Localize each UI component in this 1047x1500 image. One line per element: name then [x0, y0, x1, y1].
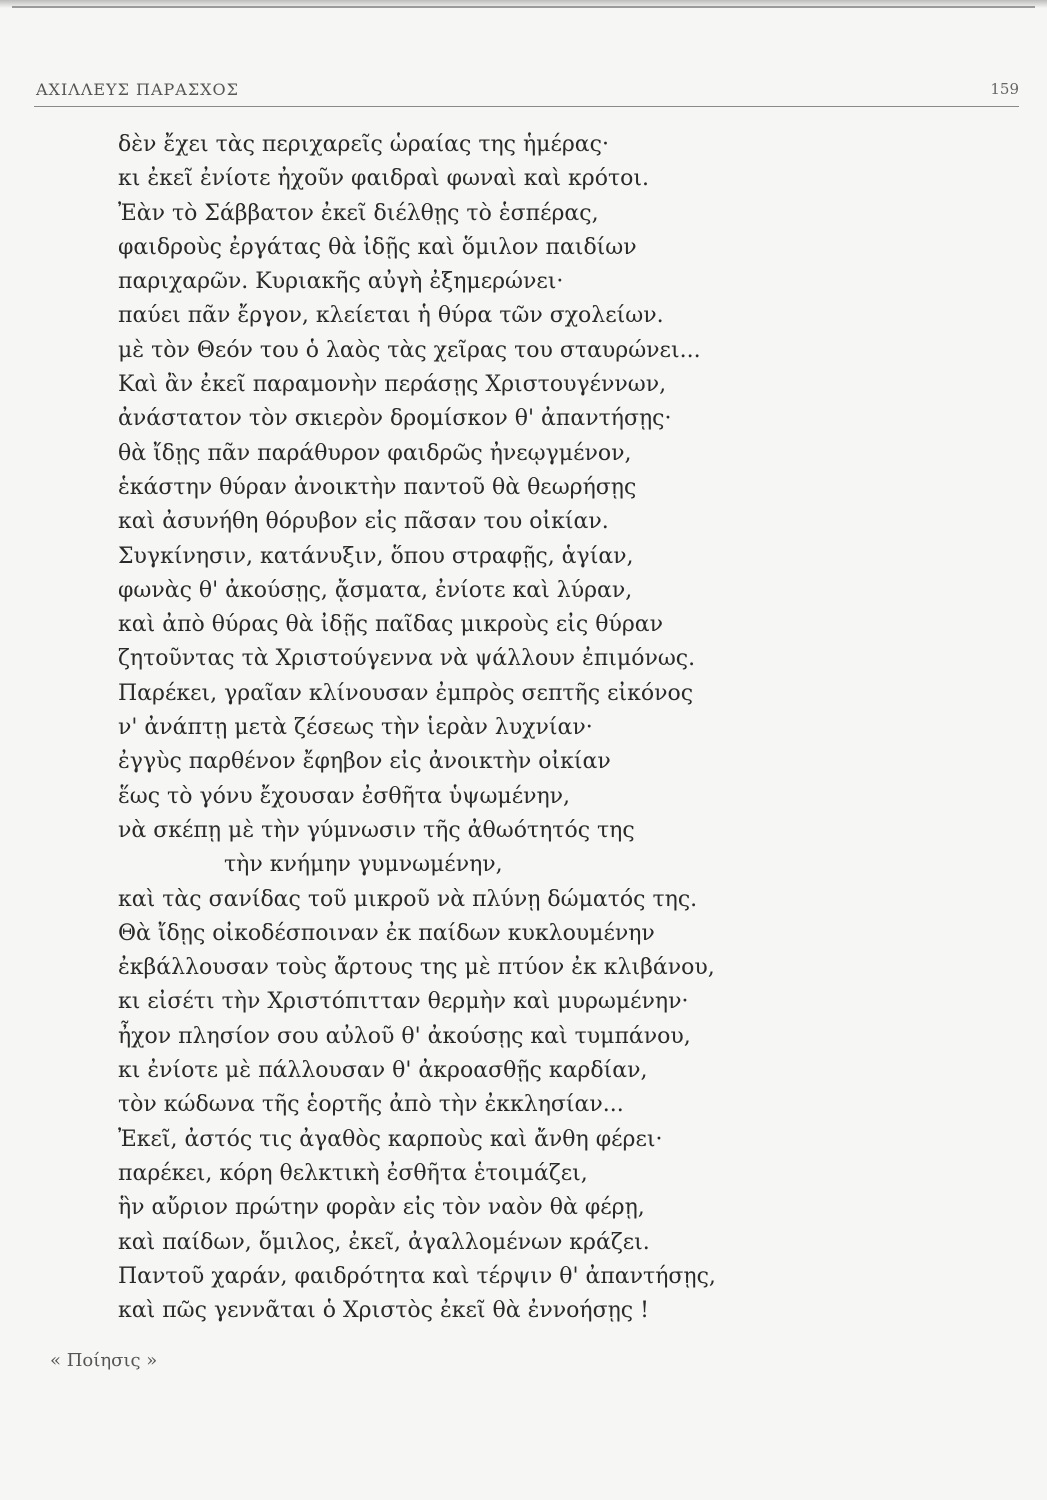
poem-line: Παντοῦ χαράν, φαιδρότητα καὶ τέρψιν θ' ἀπαντήσῃς,	[118, 1263, 716, 1289]
poem-line: καὶ παίδων, ὅμιλος, ἐκεῖ, ἀγαλλομένων κράζει.	[118, 1229, 650, 1255]
poem-line: παύει πᾶν ἔργον, κλείεται ἡ θύρα τῶν σχολείων.	[118, 303, 664, 329]
poem-line: νὰ σκέπῃ μὲ τὴν γύμνωσιν τῆς ἀθωότητός της	[118, 817, 635, 843]
poem-line: κι ἐνίοτε μὲ πάλλουσαν θ' ἀκροασθῇς καρδίαν,	[118, 1058, 648, 1084]
poem-line: θὰ ἴδῃς πᾶν παράθυρον φαιδρῶς ἠνεῳγμένον,	[118, 440, 632, 466]
poem-line: Ἐὰν τὸ Σάββατον ἐκεῖ διέλθῃς τὸ ἑσπέρας,	[118, 200, 599, 226]
poem-line: δὲν ἔχει τὰς περιχαρεῖς ὡραίας της ἡμέρας·	[118, 132, 609, 157]
poem-line: παριχαρῶν. Κυριακῆς αὐγὴ ἐξημερώνει·	[118, 269, 564, 295]
page-top-border	[12, 6, 1035, 8]
poem-line: ν' ἀνάπτῃ μετὰ ζέσεως τὴν ἱερὰν λυχνίαν·	[118, 715, 593, 741]
poem-line: ἐκβάλλουσαν τοὺς ἄρτους της μὲ πτύον ἐκ κλιβάνου,	[118, 955, 715, 981]
poem-line: ζητοῦντας τὰ Χριστούγεννα νὰ ψάλλουν ἐπιμόνως.	[118, 646, 696, 672]
poem-line: μὲ τὸν Θεόν του ὁ λαὸς τὰς χεῖρας του σταυρώνει...	[118, 337, 701, 363]
poem-line: παρέκει, κόρη θελκτικὴ ἐσθῆτα ἑτοιμάζει,	[118, 1160, 588, 1186]
poem-line: ἀνάστατον τὸν σκιερὸν δρομίσκον θ' ἀπαντήσῃς·	[118, 406, 672, 432]
poem-line: ἑκάστην θύραν ἀνοικτὴν παντοῦ θὰ θεωρήσῃς	[118, 474, 637, 500]
poem-line: καὶ τὰς σανίδας τοῦ μικροῦ νὰ πλύνῃ δώματός της.	[118, 886, 698, 912]
poem-text	[118, 128, 998, 1328]
poem-line: καὶ ἀσυνήθη θόρυβον εἰς πᾶσαν του οἰκίαν.	[118, 509, 609, 535]
running-header	[36, 80, 1019, 102]
poem-line: Παρέκει, γραῖαν κλίνουσαν ἐμπρὸς σεπτῆς εἰκόνος	[118, 680, 694, 706]
poem-line: κι εἰσέτι τὴν Χριστόπιτταν θερμὴν καὶ μυρωμένην·	[118, 989, 689, 1015]
poem-line: καὶ ἀπὸ θύρας θὰ ἰδῇς παῖδας μικροὺς εἰς θύραν	[118, 612, 663, 638]
poem-line: καὶ πῶς γεννᾶται ὁ Χριστὸς ἐκεῖ θὰ ἐννοήσῃς !	[118, 1298, 649, 1324]
poem-line: Συγκίνησιν, κατάνυξιν, ὅπου στραφῇς, ἁγίαν,	[118, 543, 634, 569]
poem-line: κι ἐκεῖ ἐνίοτε ἠχοῦν φαιδραὶ φωναὶ καὶ κρότοι.	[118, 166, 649, 192]
poem-line: τὸν κώδωνα τῆς ἑορτῆς ἀπὸ τὴν ἐκκλησίαν...	[118, 1092, 624, 1118]
poem-line: φωνὰς θ' ἀκούσῃς, ᾄσματα, ἐνίοτε καὶ λύραν,	[118, 577, 633, 603]
header-rule	[34, 106, 1019, 107]
poem-line: Καὶ ἂν ἐκεῖ παραμονὴν περάσῃς Χριστουγέννων,	[118, 372, 667, 398]
poem-line: ἐγγὺς παρθένον ἔφηβον εἰς ἀνοικτὴν οἰκίαν	[118, 749, 611, 775]
poem-line: Ἐκεῖ, ἀστός τις ἀγαθὸς καρποὺς καὶ ἄνθη φέρει·	[118, 1126, 663, 1152]
page-number: 159	[990, 80, 1019, 98]
header-author: ΑΧΙΛΛΕΥΣ ΠΑΡΑΣΧΟΣ	[36, 80, 239, 99]
poem-line: Θὰ ἴδῃς οἰκοδέσποιναν ἐκ παίδων κυκλουμένην	[118, 920, 655, 946]
source-citation: « Ποίησις »	[50, 1350, 158, 1371]
poem-line: ἦχον πλησίον σου αὐλοῦ θ' ἀκούσῃς καὶ τυμπάνου,	[118, 1023, 691, 1049]
poem-line: ἕως τὸ γόνυ ἔχουσαν ἐσθῆτα ὑψωμένην,	[118, 783, 571, 809]
poem-line: ἣν αὔριον πρώτην φορὰν εἰς τὸν ναὸν θὰ φέρῃ,	[118, 1195, 645, 1221]
poem-line: τὴν κνήμην γυμνωμένην,	[224, 852, 503, 878]
poem-line: φαιδροὺς ἐργάτας θὰ ἰδῇς καὶ ὅμιλον παιδίων	[118, 234, 637, 260]
